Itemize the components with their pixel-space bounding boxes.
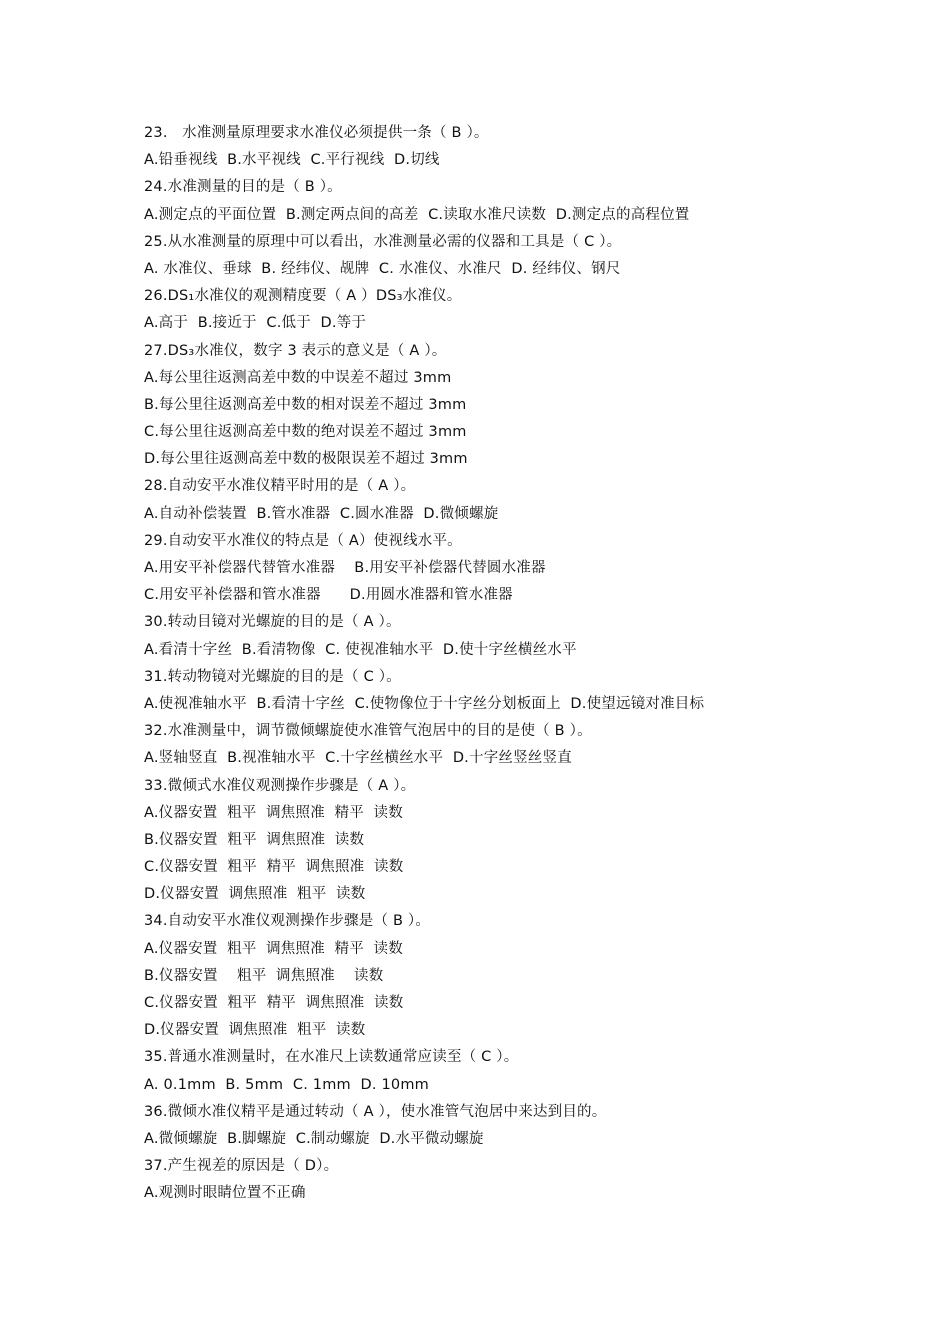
question-27-option-b: B.每公里往返测高差中数的相对误差不超过 3mm (144, 396, 467, 413)
question-25: 25.从水准测量的原理中可以看出，水准测量必需的仪器和工具是（ C ）。 (144, 233, 622, 250)
question-35-options: A. 0.1mm B. 5mm C. 1mm D. 10mm (144, 1076, 429, 1093)
question-37: 37.产生视差的原因是（ D）。 (144, 1158, 339, 1175)
question-28: 28.自动安平水准仪精平时用的是（ A ）。 (144, 478, 416, 495)
question-24: 24.水准测量的目的是（ B ）。 (144, 179, 342, 196)
question-37-option-a: A.观测时眼睛位置不正确 (144, 1185, 306, 1202)
question-33-option-d: D.仪器安置 调焦照准 粗平 读数 (144, 886, 366, 903)
question-33: 33.微倾式水准仪观测操作步骤是（ A ）。 (144, 777, 416, 794)
question-27: 27.DS₃水准仪，数字 3 表示的意义是（ A ）。 (144, 342, 447, 359)
question-33-option-c: C.仪器安置 粗平 精平 调焦照准 读数 (144, 859, 404, 876)
question-29-options-ab: A.用安平补偿器代替管水准器 B.用安平补偿器代替圆水准器 (144, 560, 546, 576)
question-32-options: A.竖轴竖直 B.视准轴水平 C.十字丝横丝水平 D.十字丝竖丝竖直 (144, 750, 572, 767)
question-26-options: A.高于 B.接近于 C.低于 D.等于 (144, 315, 367, 332)
question-36: 36.微倾水准仪精平是通过转动（ A ），使水准管气泡居中来达到目的。 (144, 1103, 607, 1120)
question-27-option-a: A.每公里往返测高差中数的中误差不超过 3mm (144, 369, 452, 386)
question-23: 23. 水准测量原理要求水准仪必须提供一条（ B ）。 (144, 125, 489, 141)
question-25-options: A. 水准仪、垂球 B. 经纬仪、觇牌 C. 水准仪、水准尺 D. 经纬仪、钢尺 (144, 260, 621, 277)
question-30: 30.转动目镜对光螺旋的目的是（ A ）。 (144, 614, 401, 631)
question-27-option-c: C.每公里往返测高差中数的绝对误差不超过 3mm (144, 424, 467, 441)
question-34-option-a: A.仪器安置 粗平 调焦照准 精平 读数 (144, 940, 403, 957)
question-28-options: A.自动补偿装置 B.管水准器 C.圆水准器 D.微倾螺旋 (144, 505, 499, 522)
question-35: 35.普通水准测量时，在水准尺上读数通常应读至（ C ）。 (144, 1049, 519, 1066)
question-31-options: A.使视准轴水平 B.看清十字丝 C.使物像位于十字丝分划板面上 D.使望远镜对准目标 (144, 695, 705, 712)
question-31: 31.转动物镜对光螺旋的目的是（ C ）。 (144, 668, 401, 685)
question-32: 32.水准测量中，调节微倾螺旋使水准管气泡居中的目的是使（ B ）。 (144, 723, 592, 740)
question-27-option-d: D.每公里往返测高差中数的极限误差不超过 3mm (144, 451, 468, 468)
question-34-option-d: D.仪器安置 调焦照准 粗平 读数 (144, 1022, 366, 1039)
question-list (144, 120, 904, 1208)
question-29-options-cd: C.用安平补偿器和管水准器 D.用圆水准器和管水准器 (144, 587, 513, 604)
question-29: 29.自动安平水准仪的特点是（ A）使视线水平。 (144, 532, 462, 549)
question-34-option-c: C.仪器安置 粗平 精平 调焦照准 读数 (144, 995, 404, 1011)
question-33-option-b: B.仪器安置 粗平 调焦照准 读数 (144, 831, 365, 848)
question-26: 26.DS₁水准仪的观测精度要（ A ）DS₃水准仪。 (144, 288, 462, 305)
question-24-options: A.测定点的平面位置 B.测定两点间的高差 C.读取水准尺读数 D.测定点的高程位置 (144, 206, 690, 223)
question-33-option-a: A.仪器安置 粗平 调焦照准 精平 读数 (144, 804, 403, 821)
question-34: 34.自动安平水准仪观测操作步骤是（ B ）。 (144, 913, 431, 930)
question-36-options: A.微倾螺旋 B.脚螺旋 C.制动螺旋 D.水平微动螺旋 (144, 1130, 484, 1147)
question-30-options: A.看清十字丝 B.看清物像 C. 使视准轴水平 D.使十字丝横丝水平 (144, 641, 577, 658)
question-23-options: A.铅垂视线 B.水平视线 C.平行视线 D.切线 (144, 152, 440, 169)
question-34-option-b: B.仪器安置 粗平 调焦照准 读数 (144, 967, 384, 984)
